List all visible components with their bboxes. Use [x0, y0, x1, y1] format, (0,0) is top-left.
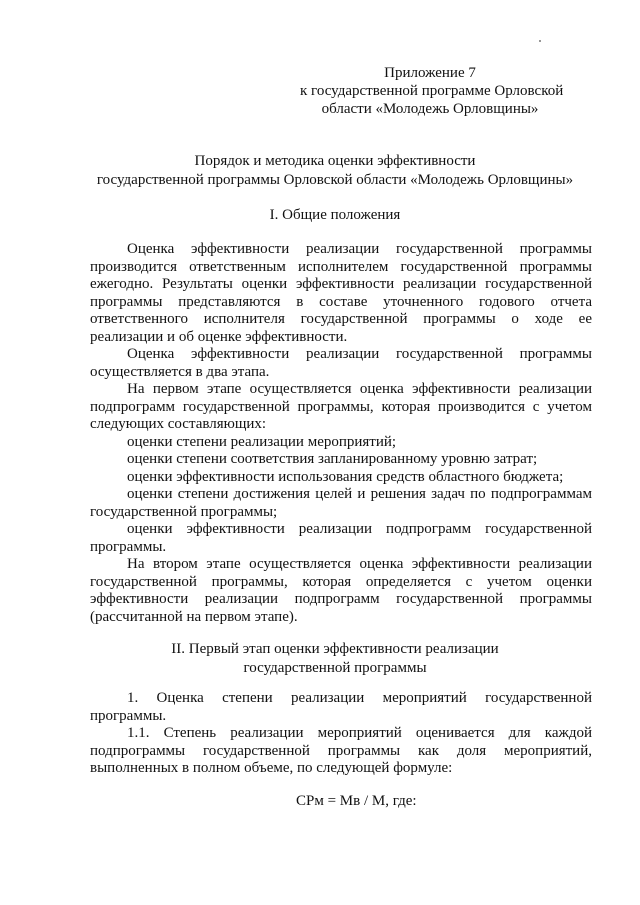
paragraph: На втором этапе осуществляется оценка эффективности реализации государственной программы, которая определяется с учетом оценки эффективности реализации подпрограмм государственной программы (рассчитанной на первом этапе). [90, 556, 592, 625]
paragraph: 1.1. Степень реализации мероприятий оценивается для каждой подпрограммы государственной программы как доля мероприятий, выполненных в полном объеме, по следующей формуле: [90, 725, 592, 776]
section-2-body [90, 690, 592, 778]
list-item: оценки эффективности реализации подпрограмм государственной программы. [90, 521, 592, 555]
list-item: оценки эффективности использования средств областного бюджета; [127, 468, 564, 485]
document-title [60, 152, 610, 190]
paragraph: Оценка эффективности реализации государственной программы производится ответственным исполнителем государственной программы ежегодно. Результаты оценки эффективности реализации государственной программы представляются в составе уточненного годового отчета ответственного исполнителя государственной программы о ходе ее реализации и об оценке эффективности. [90, 241, 592, 345]
list-item: оценки степени достижения целей и решения задач по подпрограммам государственной программы; [90, 486, 592, 520]
appendix-program-name: области «Молодежь Орловщины» [321, 101, 539, 117]
list-item: оценки степени реализации мероприятий; [127, 433, 397, 450]
paragraph: 1. Оценка степени реализации мероприятий государственной программы. [90, 690, 592, 724]
paragraph: На первом этапе осуществляется оценка эффективности реализации подпрограмм государственной программы, которая производится с учетом следующих составляющих: [90, 381, 592, 432]
appendix-program-line: к государственной программе Орловской [300, 83, 564, 99]
formula: СРм = Мв / М, где: [296, 793, 417, 809]
section-2-heading-line-1: II. Первый этап оценки эффективности реализации [171, 641, 499, 657]
title-line-2: государственной программы Орловской области «Молодежь Орловщины» [96, 172, 574, 188]
appendix-note [300, 64, 564, 118]
scan-speck [539, 40, 541, 42]
paragraph: Оценка эффективности реализации государственной программы осуществляется в два этапа. [90, 346, 592, 380]
title-line-1: Порядок и методика оценки эффективности [194, 153, 476, 169]
appendix-number: Приложение 7 [384, 65, 476, 81]
section-2-heading-line-2: государственной программы [243, 660, 427, 676]
section-1-body [90, 241, 592, 626]
list-item: оценки степени соответствия запланированному уровню затрат; [127, 451, 538, 467]
section-2-heading [60, 640, 610, 678]
section-1-heading: I. Общие положения [269, 207, 401, 223]
